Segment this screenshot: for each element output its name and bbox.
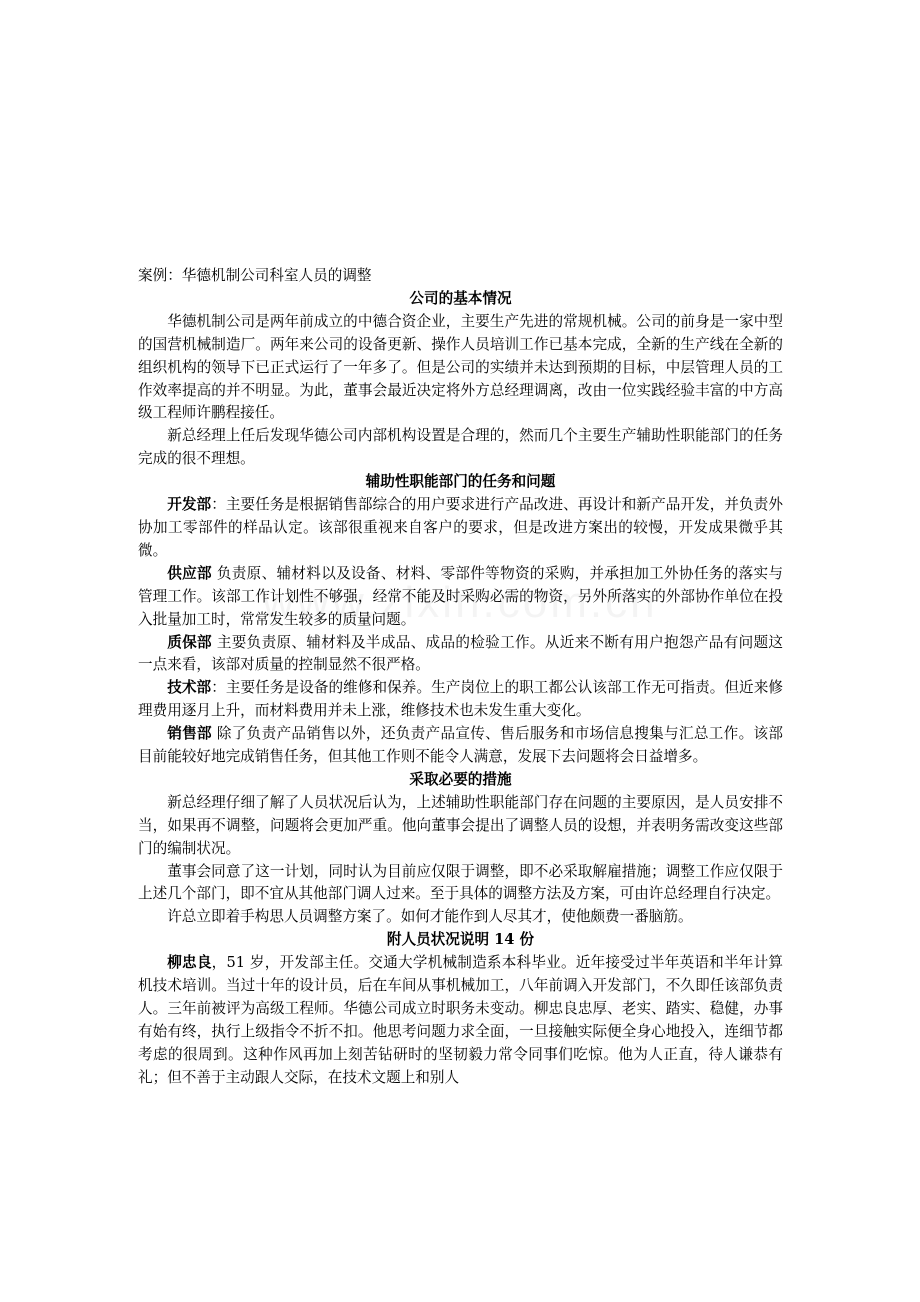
staff-text-liu: ，51 岁，开发部主任。交通大学机械制造系本科毕业。近年接受过半年英语和半年计算机技术培训。当过十年的设计员，后在车间从事机械加工，八年前调入开发部门，不久即任该部负责人。三年前被评为高级工程师。华德公司成立时职务未变动。柳忠良忠厚、老实、踏实、稳健，办事有始有终，执行上级指令不折不扣。他思考问题力求全面，一旦接触实际便全身心地投入，连细节都考虑的很周到。这种作风再加上刻苦钻研时的坚韧毅力常令同事们吃惊。他为人正直，待人谦恭有礼；但不善于主动跟人交际，在技术文题上和别人	[138, 954, 783, 1086]
section-heading-departments: 辅助性职能部门的任务和问题	[365, 473, 556, 491]
dept-text-sales: 除了负责产品销售以外，还负责产品宣传、售后服务和市场信息搜集与汇总工作。该部目前能较好地完成销售任务，但其他工作则不能令人满意，发展下去问题将会日益增多。	[138, 725, 783, 766]
dept-text-tech: ：主要任务是设备的维修和保养。生产岗位上的职工都公认该部工作无可指责。但近来修理费用逐月上升，而材料费用并未上涨，维修技术也未发生重大变化。	[138, 679, 783, 720]
paragraph-measures-1: 新总经理仔细了解了人员状况后认为，上述辅助性职能部门存在问题的主要原因，是人员安排不当，如果再不调整，问题将会更加严重。他向董事会提出了调整人员的设想，并表明务需改变这些部门的编制状况。	[138, 793, 783, 857]
dept-label-sales: 销售部	[167, 725, 212, 743]
section-heading-staff: 附人员状况说明 14 份	[386, 931, 535, 949]
dept-text-supply: 负责原、辅材料以及设备、材料、零部件等物资的采购，并承担加工外协任务的落实与管理工作。该部工作计划性不够强，经常不能及时采购必需的物资，另外所落实的外部协作单位在投入批量加工时，常常发生较多的质量问题。	[138, 564, 783, 628]
paragraph-staff-1	[138, 952, 783, 1089]
section-heading-basic: 公司的基本情况	[409, 289, 512, 307]
paragraph-basic-2: 新总经理上任后发现华德公司内部机构设置是合理的，然而几个主要生产辅助性职能部门的任务完成的很不理想。	[138, 427, 783, 468]
dept-text-dev: ：主要任务是根据销售部综合的用户要求进行产品改进、再设计和新产品开发，并负责外协加工零部件的样品认定。该部很重视来自客户的要求，但是改进方案出的较慢，开发成果微乎其微。	[138, 496, 783, 559]
paragraph-tech-dept	[138, 677, 783, 723]
dept-text-qa: 主要负责原、辅材料及半成品、成品的检验工作。从近来不断有用户抱怨产品有问题这一点来看，该部对质量的控制显然不很严格。	[138, 633, 783, 674]
dept-label-tech: 技术部	[167, 679, 212, 697]
dept-label-dev: 开发部	[167, 496, 212, 514]
paragraph-measures-3: 许总立即着手构思人员调整方案了。如何才能作到人尽其才，使他颇费一番脑筋。	[167, 908, 693, 926]
staff-name-liu: 柳忠良	[167, 954, 212, 972]
paragraph-sales-dept	[138, 723, 783, 769]
case-title: 案例：华德机制公司科室人员的调整	[138, 267, 372, 284]
paragraph-supply-dept	[138, 563, 783, 632]
dept-label-qa: 质保部	[167, 633, 212, 651]
paragraph-qa-dept	[138, 632, 783, 678]
paragraph-basic-1: 华德机制公司是两年前成立的中德合资企业，主要生产先进的常规机械。公司的前身是一家中型的国营机械制造厂。两年来公司的设备更新、操作人员培训工作已基本完成，全新的生产线在全新的组织机构的领导下已正式运行了一年多了。但是公司的实绩并未达到预期的目标，中层管理人员的工作效率提高的并不明显。为此，董事会最近决定将外方总经理调离，改由一位实践经验丰富的中方高级工程师许鹏程接任。	[138, 312, 783, 422]
document-body	[138, 265, 783, 1090]
dept-label-supply: 供应部	[167, 564, 212, 582]
paragraph-measures-2: 董事会同意了这一计划，同时认为目前应仅限于调整，即不必采取解雇措施；调整工作应仅限于上述几个部门，即不宜从其他部门调人过来。至于具体的调整方法及方案，可由许总经理自行决定。	[138, 862, 783, 903]
section-heading-measures: 采取必要的措施	[409, 770, 512, 788]
paragraph-dev-dept	[138, 494, 783, 563]
